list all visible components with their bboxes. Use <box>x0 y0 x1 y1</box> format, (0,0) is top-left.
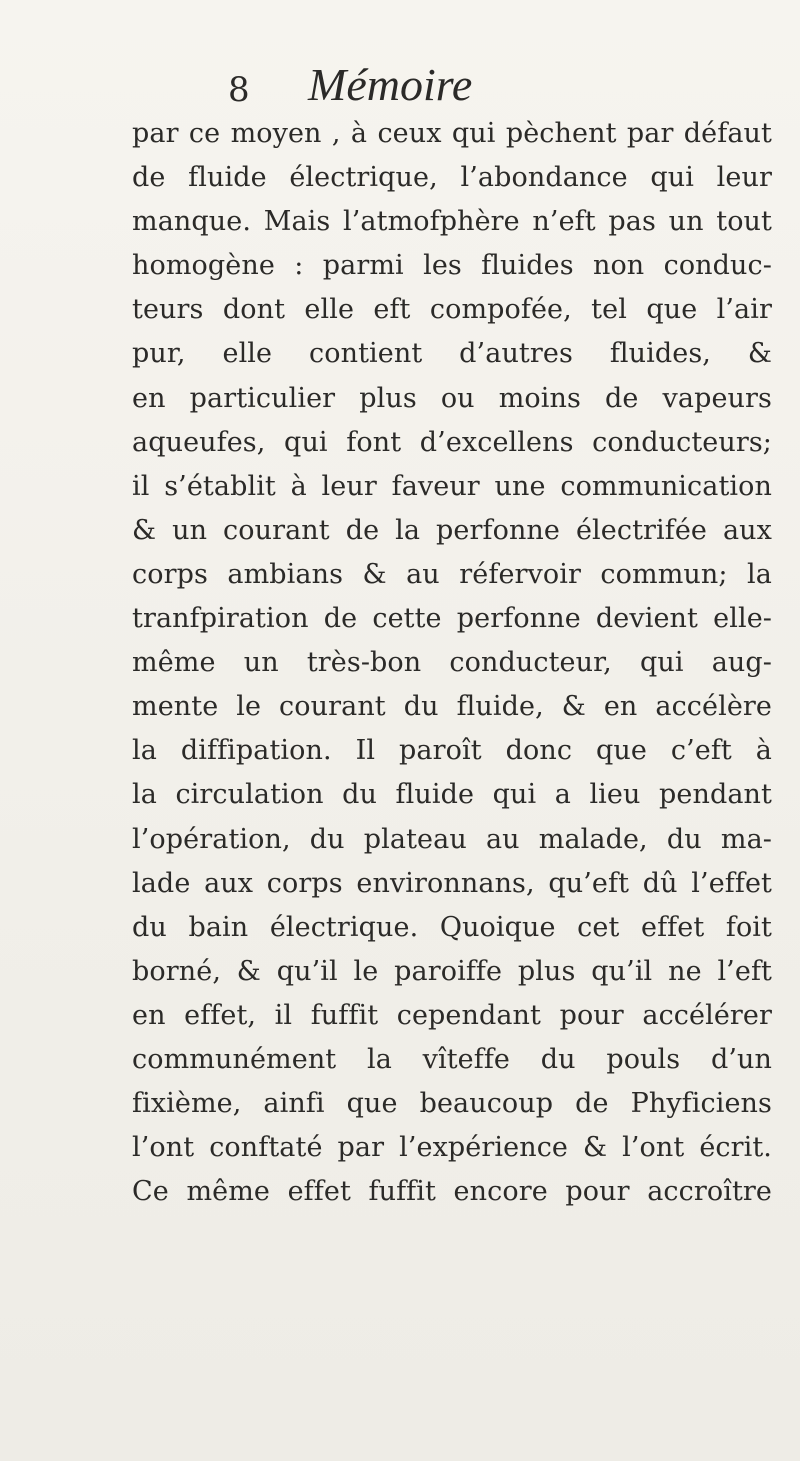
text-line: de fluide électrique, l’abondance qui leur <box>132 162 772 194</box>
text-line: il s’établit à leur faveur une communication <box>132 470 772 502</box>
text-line: homogène : parmi les fluides non conduc- <box>132 250 772 282</box>
text-line: même un très-bon conducteur, qui aug- <box>132 647 772 679</box>
text-line: manque. Mais l’atmofphère n’eft pas un tout <box>132 206 772 238</box>
text-line: la diffipation. Il paroît donc que c’eft à <box>132 735 772 767</box>
text-line: lade aux corps environnans, qu’eft dû l’effet <box>132 867 772 899</box>
text-line: Ce même effet fuffit encore pour accroître <box>132 1176 772 1208</box>
text-line: du bain électrique. Quoique cet effet foit <box>132 911 772 943</box>
text-line: & un courant de la perfonne électrifée aux <box>132 514 772 546</box>
text-line: en effet, il fuffit cependant pour accélérer <box>132 999 772 1031</box>
text-line: en particulier plus ou moins de vapeurs <box>132 382 772 414</box>
text-line: mente le courant du fluide, & en accélère <box>132 691 772 723</box>
text-line: la circulation du fluide qui a lieu pendant <box>132 779 772 811</box>
text-line: l’ont conftaté par l’expérience & l’ont écrit. <box>132 1132 772 1164</box>
text-line: par ce moyen , à ceux qui pèchent par défaut <box>132 118 772 149</box>
text-line: corps ambians & au réfervoir commun; la <box>132 558 772 590</box>
text-line: fixième, ainfi que beaucoup de Phyficiens <box>132 1088 772 1120</box>
body-text <box>132 112 772 1214</box>
text-line: aqueufes, qui font d’excellens conducteurs; <box>132 426 772 458</box>
text-line: communément la vîteffe du pouls d’un <box>132 1043 772 1075</box>
text-line: pur, elle contient d’autres fluides, & <box>132 338 772 370</box>
text-line: l’opération, du plateau au malade, du ma- <box>132 823 772 855</box>
page-header <box>0 56 800 116</box>
text-line: tranfpiration de cette perfonne devient elle- <box>132 603 772 635</box>
running-title: Mémoire <box>308 59 473 110</box>
text-line: borné, & qu’il le paroiffe plus qu’il ne l’eft <box>132 955 772 987</box>
page-number: 8 <box>228 70 250 110</box>
text-line: teurs dont elle eft compofée, tel que l’air <box>132 294 772 326</box>
